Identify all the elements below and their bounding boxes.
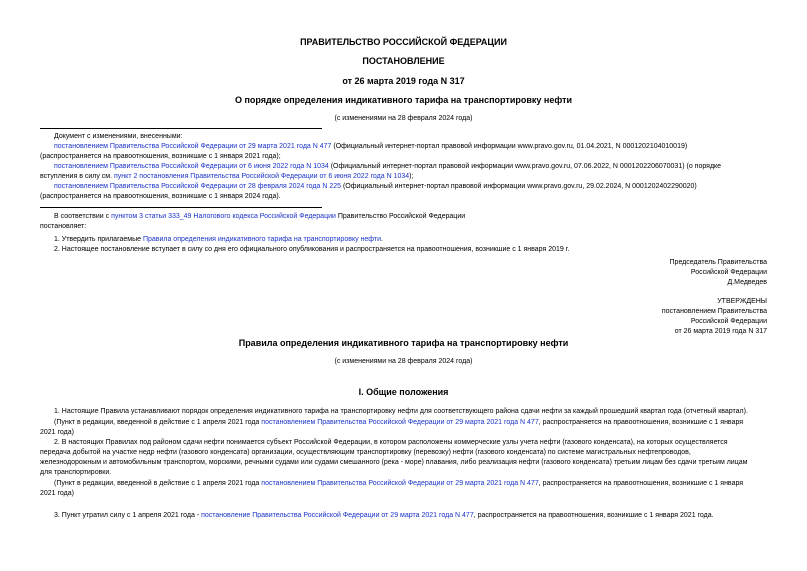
document-type: ПОСТАНОВЛЕНИЕ <box>362 56 445 66</box>
change-link-2[interactable]: постановлением Правительства Российской Федерации от 6 июня 2022 года N 1034 <box>54 163 329 170</box>
rules-title: Правила определения индикативного тарифа на транспортировку нефти <box>238 338 569 348</box>
decree-point-2: 2. Настоящее постановление вступает в силу со дня его официального опубликования и распространяется на правоотношения, возникшие с 1 января 2019 г. <box>54 246 570 253</box>
divider <box>40 207 322 208</box>
preamble-cont: постановляет: <box>40 223 87 230</box>
rules-link[interactable]: Правила определения индикативного тарифа на транспортировку нефти <box>142 236 382 243</box>
change-item-2: постановлением Правительства Российской Федерации от 6 июня 2022 года N 1034 (Официальный интернет-портал правовой информации www.pravo.gov.ru, 07.06.2022, N 0001202206070031) (о порядке <box>54 163 722 170</box>
rule-point-2-line-3: железнодорожным и автомобильным транспортом, морскими, речными судами или судами смешанного (река - море) плавания, либо реализация нефти (газового конденсата) третьим лицам без сдачи третьим лицам <box>40 459 748 466</box>
changes-intro: Документ с изменениями, внесенными: <box>54 133 183 140</box>
rule-note-1-cont: 2021 года) <box>40 429 74 436</box>
rule-point-2-line-2: передача добытой на участке недр нефти (газового конденсата) организации, осуществляющим транспортировку (перевозку) нефти (газового конденсата) по системе магистральных нефтепроводов, <box>40 449 691 456</box>
rule-note-2-link[interactable]: постановлением Правительства Российской Федерации от 29 марта 2021 года N 477 <box>261 480 539 487</box>
signature-line-1: Председатель Правительства <box>669 259 767 266</box>
approved-line-1: УТВЕРЖДЕНЫ <box>717 298 767 305</box>
tax-code-link[interactable]: пунктом 3 статьи 333_49 Налогового кодекса Российской Федерации <box>111 213 336 220</box>
change-item-3-cont: (распространяется на правоотношения, возникшие с 1 января 2024 года). <box>40 193 281 200</box>
rules-edition: (с изменениями на 28 февраля 2024 года) <box>334 358 473 365</box>
document-title: О порядке определения индикативного тарифа на транспортировку нефти <box>234 95 573 105</box>
document-date: от 26 марта 2019 года N 317 <box>342 76 465 86</box>
rule-note-1-link[interactable]: постановлением Правительства Российской Федерации от 29 марта 2021 года N 477 <box>261 419 539 426</box>
rule-point-3-link[interactable]: постановление Правительства Российской Федерации от 29 марта 2021 года N 477 <box>201 512 474 519</box>
signature-line-2: Российской Федерации <box>690 269 767 276</box>
divider <box>40 128 322 129</box>
change-item-3: постановлением Правительства Российской Федерации от 28 февраля 2024 года N 225 (Официальный интернет-портал правовой информации www.pravo.gov.ru, 29.02.2024, N 0001202402290020) <box>54 183 697 190</box>
rule-note-2: (Пункт в редакции, введенной в действие с 1 апреля 2021 года постановлением Правительства Российской Федерации от 29 марта 2021 года N 477, распространяется на правоотношения, возникшие с 1 января <box>54 480 744 487</box>
rule-note-1: (Пункт в редакции, введенной в действие с 1 апреля 2021 года постановлением Правительства Российской Федерации от 29 марта 2021 года N 477, распространяется на правоотношения, возникшие с 1 января <box>54 419 744 426</box>
approved-line-2: постановлением Правительства <box>661 308 767 315</box>
preamble: В соответствии с пунктом 3 статьи 333_49 Налогового кодекса Российской Федерации Правительство Российской Федерации <box>54 213 466 220</box>
change-link-2b[interactable]: пункт 2 постановления Правительства Российской Федерации от 6 июня 2022 года N 1034 <box>114 173 410 180</box>
rule-point-2: 2. В настоящих Правилах под районом сдачи нефти понимается субъект Российской Федерации, в котором расположены коммерческие узлы учета нефти (газового конденсата), на которых осуществляется <box>54 439 728 446</box>
change-link-3[interactable]: постановлением Правительства Российской Федерации от 28 февраля 2024 года N 225 <box>54 183 341 190</box>
change-item-1-cont: (распространяется на правоотношения, возникшие с 1 января 2021 года); <box>40 153 281 160</box>
rule-point-2-line-4: для транспортировки. <box>40 469 112 476</box>
decree-point-1: 1. Утвердить прилагаемые Правила определения индикативного тарифа на транспортировку нефти. <box>54 236 383 243</box>
signature-line-3: Д.Медведев <box>727 279 767 286</box>
rule-note-2-cont: 2021 года) <box>40 490 74 497</box>
change-link-1[interactable]: постановлением Правительства Российской Федерации от 29 марта 2021 года N 477 <box>54 143 332 150</box>
change-item-2-cont: вступления в силу см. пункт 2 постановления Правительства Российской Федерации от 6 июня 2022 года N 1034); <box>40 173 414 180</box>
edition-note: (с изменениями на 28 февраля 2024 года) <box>334 115 473 122</box>
approved-line-3: Российской Федерации <box>690 318 767 325</box>
change-item-1: постановлением Правительства Российской Федерации от 29 марта 2021 года N 477 (Официальный интернет-портал правовой информации www.pravo.gov.ru, 01.04.2021, N 0001202104010019) <box>54 143 688 150</box>
section-heading: I. Общие положения <box>358 387 449 397</box>
approved-line-4: от 26 марта 2019 года N 317 <box>674 328 767 335</box>
government-heading: ПРАВИТЕЛЬСТВО РОССИЙСКОЙ ФЕДЕРАЦИИ <box>300 37 507 47</box>
rule-point-1: 1. Настоящие Правила устанавливают порядок определения индикативного тарифа на транспортировку нефти для соответствующего района сдачи нефти за каждый прошедший квартал года (отчетный квартал). <box>54 408 748 415</box>
rule-point-3: 3. Пункт утратил силу с 1 апреля 2021 года - постановление Правительства Российской Федерации от 29 марта 2021 года N 477, распространяется на правоотношения, возникшие с 1 января 2021 года. <box>54 512 714 519</box>
